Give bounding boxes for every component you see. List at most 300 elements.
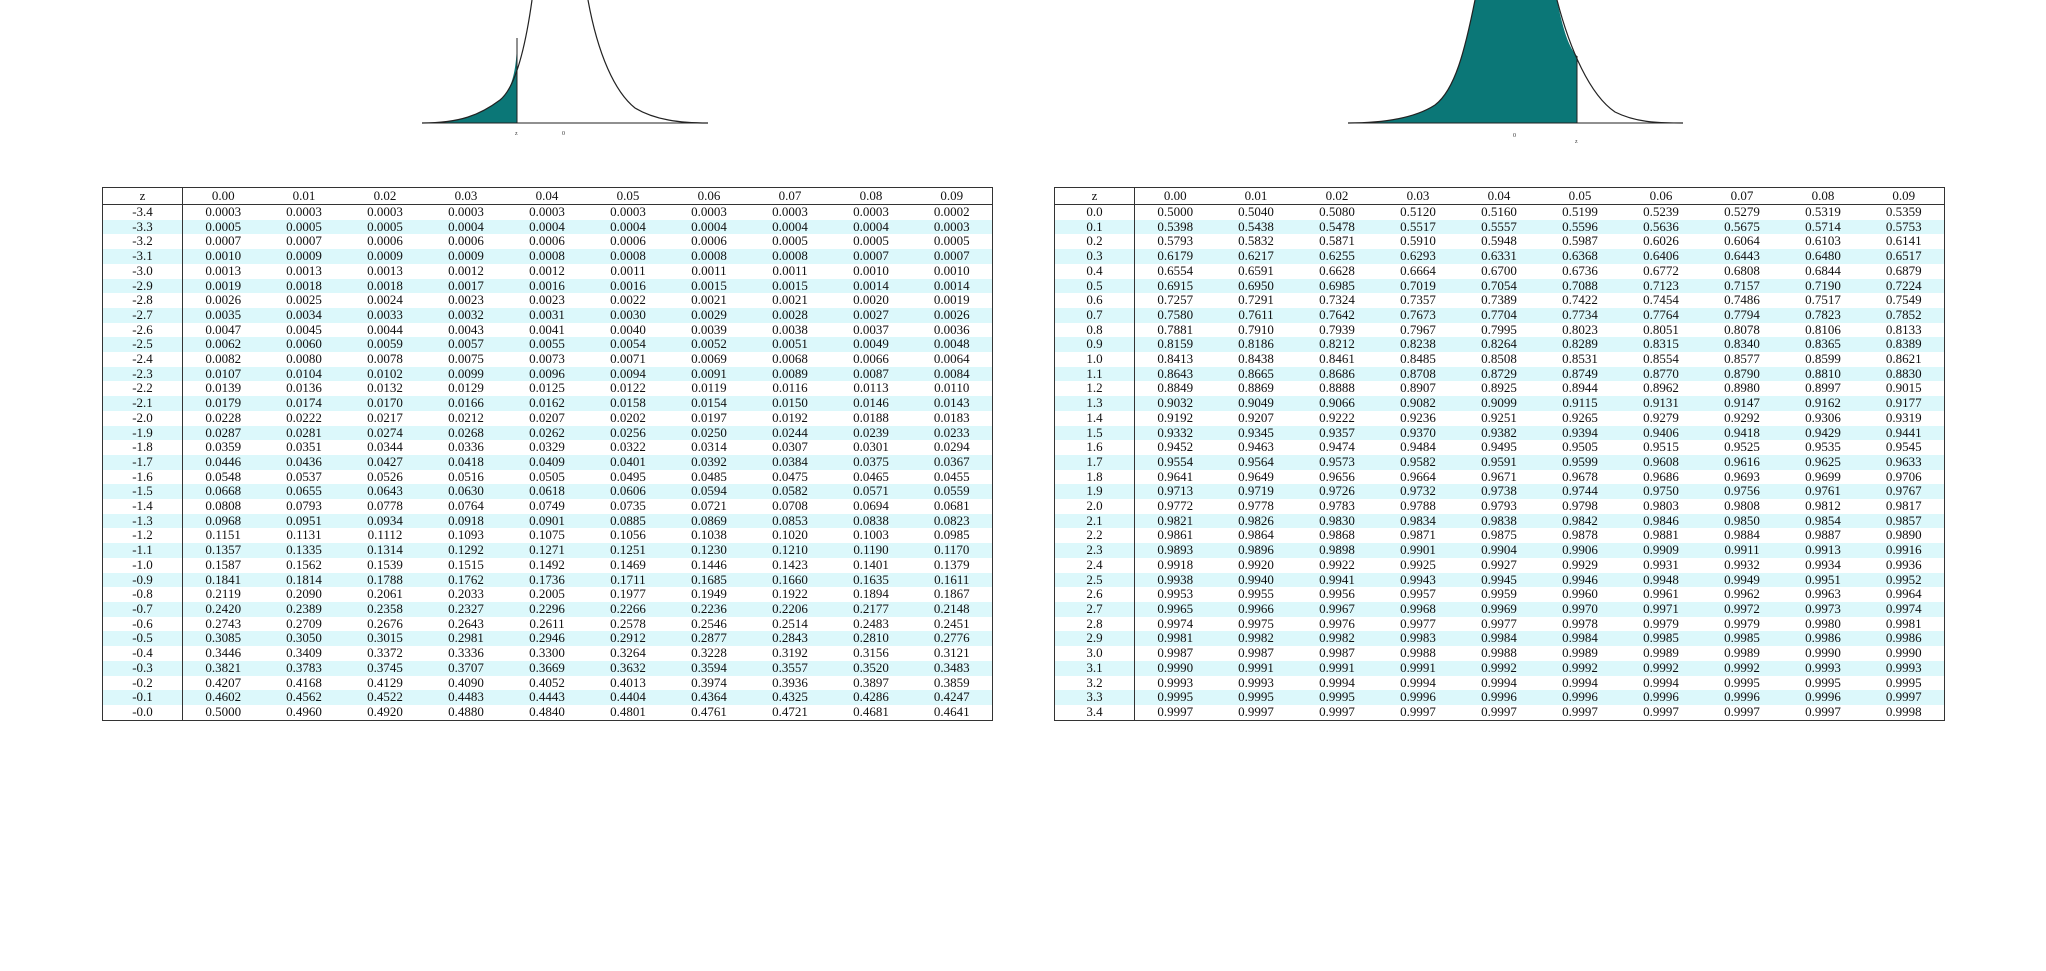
probability-cell: 0.0064 xyxy=(933,351,970,367)
probability-cell: 0.1867 xyxy=(933,586,970,602)
z-value-cell: -2.7 xyxy=(103,308,183,323)
probability-cell: 0.0154 xyxy=(669,396,750,411)
probability-cell: 0.9995 xyxy=(1885,674,1922,690)
probability-cell: 0.0048 xyxy=(912,337,993,352)
probability-cell: 0.2206 xyxy=(750,602,831,617)
probability-cell: 0.9015 xyxy=(1885,380,1922,396)
probability-cell: 0.0606 xyxy=(588,484,669,499)
probability-cell: 0.9989 xyxy=(1724,645,1760,661)
probability-cell: 0.0015 xyxy=(669,279,750,294)
probability-cell: 0.0918 xyxy=(426,514,507,529)
probability-cell: 0.9474 xyxy=(1319,439,1355,455)
probability-cell: 0.0004 xyxy=(750,220,831,235)
probability-cell: 0.0136 xyxy=(286,380,322,396)
probability-cell: 0.9808 xyxy=(1724,498,1760,514)
probability-cell: 0.7422 xyxy=(1562,292,1598,308)
probability-cell: 0.8186 xyxy=(1216,337,1297,352)
probability-cell: 0.9996 xyxy=(1783,690,1864,705)
probability-cell: 0.9945 xyxy=(1459,573,1540,588)
probability-cell: 0.9960 xyxy=(1562,586,1598,602)
probability-cell: 0.0174 xyxy=(264,396,345,411)
probability-cell: 0.0014 xyxy=(831,279,912,294)
z-value-cell: -3.4 xyxy=(103,205,183,220)
z-value-cell: 2.0 xyxy=(1055,499,1135,514)
probability-cell: 0.0344 xyxy=(367,439,403,455)
probability-cell: 0.9664 xyxy=(1400,468,1436,484)
negative-z-table xyxy=(102,187,993,721)
probability-cell: 0.6844 xyxy=(1805,262,1841,278)
left-curve-zero-tick: 0 xyxy=(562,131,565,137)
probability-cell: 0.0016 xyxy=(588,279,669,294)
table-row xyxy=(103,690,993,705)
probability-cell: 0.1056 xyxy=(610,527,646,543)
probability-cell: 0.2420 xyxy=(183,602,264,617)
probability-cell: 0.4602 xyxy=(183,690,264,705)
probability-cell: 0.9772 xyxy=(1157,498,1194,514)
probability-cell: 0.9251 xyxy=(1481,409,1517,425)
probability-cell: 0.2090 xyxy=(286,586,322,602)
probability-cell: 0.7123 xyxy=(1621,279,1702,294)
probability-cell: 0.9990 xyxy=(1135,661,1216,676)
probability-cell: 0.6985 xyxy=(1297,279,1378,294)
probability-cell: 0.9995 xyxy=(1805,674,1841,690)
probability-cell: 0.1949 xyxy=(691,586,727,602)
probability-cell: 0.3897 xyxy=(853,674,889,690)
probability-cell: 0.0059 xyxy=(345,337,426,352)
probability-cell: 0.0681 xyxy=(933,498,970,514)
probability-cell: 0.9744 xyxy=(1540,484,1621,499)
probability-cell: 0.9989 xyxy=(1562,645,1598,661)
probability-cell: 0.2266 xyxy=(588,602,669,617)
probability-cell: 0.6293 xyxy=(1378,249,1459,264)
probability-cell: 0.9943 xyxy=(1378,573,1459,588)
probability-cell: 0.9977 xyxy=(1481,615,1517,631)
probability-cell: 0.9994 xyxy=(1481,674,1517,690)
probability-cell: 0.9890 xyxy=(1885,527,1922,543)
probability-cell: 0.9995 xyxy=(1135,690,1216,705)
probability-cell: 0.9441 xyxy=(1864,426,1945,441)
probability-cell: 0.0934 xyxy=(345,514,426,529)
probability-cell: 0.0475 xyxy=(772,468,808,484)
probability-cell: 0.9998 xyxy=(1885,703,1922,719)
probability-cell: 0.9989 xyxy=(1643,645,1679,661)
probability-cell: 0.7157 xyxy=(1702,279,1783,294)
probability-cell: 0.0119 xyxy=(691,380,727,396)
probability-cell: 0.6700 xyxy=(1481,262,1517,278)
probability-cell: 0.9332 xyxy=(1135,426,1216,441)
probability-cell: 0.9525 xyxy=(1724,439,1760,455)
probability-cell: 0.0080 xyxy=(286,351,322,367)
probability-cell: 0.9996 xyxy=(1378,690,1459,705)
probability-cell: 0.9515 xyxy=(1643,439,1679,455)
z-value-cell: -3.1 xyxy=(103,249,183,264)
probability-cell: 0.3632 xyxy=(588,661,669,676)
table-row xyxy=(1055,455,1945,470)
probability-cell: 0.0013 xyxy=(286,262,322,278)
probability-cell: 0.0869 xyxy=(669,514,750,529)
probability-cell: 0.8849 xyxy=(1157,380,1194,396)
probability-cell: 0.6664 xyxy=(1400,262,1436,278)
probability-cell: 0.9982 xyxy=(1297,631,1378,646)
probability-cell: 0.0026 xyxy=(205,292,242,308)
probability-cell: 0.6591 xyxy=(1238,262,1274,278)
probability-cell: 0.3707 xyxy=(426,661,507,676)
probability-cell: 0.0107 xyxy=(183,367,264,382)
probability-cell: 0.0021 xyxy=(772,292,808,308)
probability-cell: 0.5636 xyxy=(1621,220,1702,235)
column-header: 0.00 xyxy=(1135,188,1216,205)
probability-cell: 0.9909 xyxy=(1621,543,1702,558)
probability-cell: 0.5080 xyxy=(1319,204,1355,219)
probability-cell: 0.9370 xyxy=(1378,426,1459,441)
probability-cell: 0.9319 xyxy=(1885,409,1922,425)
probability-cell: 0.0005 xyxy=(853,233,889,249)
probability-cell: 0.0250 xyxy=(669,426,750,441)
column-header: 0.07 xyxy=(1702,188,1783,205)
probability-cell: 0.9861 xyxy=(1157,527,1194,543)
probability-cell: 0.0582 xyxy=(750,484,831,499)
probability-cell: 0.3669 xyxy=(507,661,588,676)
table-row xyxy=(1055,205,1945,220)
left-curve-z-tick: z xyxy=(515,131,518,137)
probability-cell: 0.9929 xyxy=(1562,556,1598,572)
probability-cell: 0.6255 xyxy=(1297,249,1378,264)
table-row xyxy=(1055,543,1945,558)
probability-cell: 0.4247 xyxy=(912,690,993,705)
probability-cell: 0.9706 xyxy=(1885,468,1922,484)
z-value-cell: -2.8 xyxy=(103,293,183,308)
probability-cell: 0.0436 xyxy=(264,455,345,470)
probability-cell: 0.5000 xyxy=(1157,204,1194,219)
probability-cell: 0.9994 xyxy=(1400,674,1436,690)
table-row xyxy=(103,484,993,499)
table-row xyxy=(103,234,993,249)
probability-cell: 0.9972 xyxy=(1702,602,1783,617)
probability-cell: 0.9192 xyxy=(1157,409,1194,425)
probability-cell: 0.0294 xyxy=(933,439,970,455)
probability-cell: 0.0019 xyxy=(183,279,264,294)
probability-cell: 0.8264 xyxy=(1459,337,1540,352)
probability-cell: 0.9994 xyxy=(1643,674,1679,690)
probability-cell: 0.9986 xyxy=(1864,631,1945,646)
probability-cell: 0.4052 xyxy=(529,674,565,690)
probability-cell: 0.1423 xyxy=(772,556,808,572)
probability-cell: 0.0003 xyxy=(529,204,565,219)
table-row xyxy=(1055,396,1945,411)
table-row xyxy=(1055,676,1945,691)
probability-cell: 0.8531 xyxy=(1562,351,1598,367)
probability-cell: 0.6480 xyxy=(1783,249,1864,264)
probability-cell: 0.8962 xyxy=(1643,380,1679,396)
probability-cell: 0.1685 xyxy=(669,573,750,588)
probability-cell: 0.0150 xyxy=(750,396,831,411)
probability-cell: 0.0007 xyxy=(286,233,322,249)
probability-cell: 0.0023 xyxy=(448,292,484,308)
probability-cell: 0.0031 xyxy=(507,308,588,323)
z-value-cell: -0.1 xyxy=(103,690,183,705)
probability-cell: 0.0016 xyxy=(507,279,588,294)
probability-cell: 0.0010 xyxy=(933,262,970,278)
probability-cell: 0.1562 xyxy=(286,556,322,572)
column-header: 0.03 xyxy=(1378,188,1459,205)
probability-cell: 0.8485 xyxy=(1400,351,1436,367)
probability-cell: 0.9871 xyxy=(1400,527,1436,543)
probability-cell: 0.9913 xyxy=(1783,543,1864,558)
table-row xyxy=(103,293,993,308)
probability-cell: 0.8997 xyxy=(1805,380,1841,396)
probability-cell: 0.0006 xyxy=(610,233,646,249)
table-row xyxy=(103,646,993,661)
probability-cell: 0.9940 xyxy=(1216,573,1297,588)
probability-cell: 0.1251 xyxy=(588,543,669,558)
probability-cell: 0.6406 xyxy=(1621,249,1702,264)
probability-cell: 0.0307 xyxy=(772,439,808,455)
probability-cell: 0.9988 xyxy=(1481,645,1517,661)
z-value-cell: -1.5 xyxy=(103,484,183,499)
probability-cell: 0.7852 xyxy=(1864,308,1945,323)
probability-cell: 0.0495 xyxy=(610,468,646,484)
probability-cell: 0.1210 xyxy=(750,543,831,558)
probability-cell: 0.1611 xyxy=(912,573,993,588)
probability-cell: 0.5239 xyxy=(1643,204,1679,219)
probability-cell: 0.3336 xyxy=(448,645,484,661)
probability-cell: 0.6179 xyxy=(1135,249,1216,264)
probability-cell: 0.3121 xyxy=(933,645,970,661)
probability-cell: 0.9115 xyxy=(1540,396,1621,411)
z-value-cell: 1.6 xyxy=(1055,440,1135,455)
probability-cell: 0.6368 xyxy=(1540,249,1621,264)
probability-cell: 0.2611 xyxy=(529,615,565,631)
probability-cell: 0.9991 xyxy=(1297,661,1378,676)
probability-cell: 0.2119 xyxy=(205,586,241,602)
table-row xyxy=(1055,249,1945,264)
z-value-cell: 0.8 xyxy=(1055,323,1135,338)
probability-cell: 0.9936 xyxy=(1885,556,1922,572)
probability-cell: 0.1314 xyxy=(345,543,426,558)
probability-cell: 0.2236 xyxy=(669,602,750,617)
probability-cell: 0.0853 xyxy=(750,514,831,529)
table-row xyxy=(1055,587,1945,602)
probability-cell: 0.0017 xyxy=(426,279,507,294)
probability-cell: 0.0212 xyxy=(448,409,484,425)
probability-cell: 0.9429 xyxy=(1783,426,1864,441)
probability-cell: 0.2578 xyxy=(610,615,646,631)
probability-cell: 0.9973 xyxy=(1783,602,1864,617)
probability-cell: 0.9826 xyxy=(1216,514,1297,529)
probability-cell: 0.0465 xyxy=(853,468,889,484)
probability-cell: 0.0262 xyxy=(507,426,588,441)
probability-cell: 0.8869 xyxy=(1238,380,1274,396)
probability-cell: 0.0003 xyxy=(610,204,646,219)
probability-cell: 0.0823 xyxy=(912,514,993,529)
probability-cell: 0.2514 xyxy=(772,615,808,631)
z-value-cell: 2.8 xyxy=(1055,617,1135,632)
probability-cell: 0.8340 xyxy=(1702,337,1783,352)
probability-cell: 0.9965 xyxy=(1135,602,1216,617)
probability-cell: 0.9838 xyxy=(1459,514,1540,529)
probability-cell: 0.2033 xyxy=(448,586,484,602)
column-header: 0.04 xyxy=(1459,188,1540,205)
probability-cell: 0.0003 xyxy=(205,204,242,219)
probability-cell: 0.8212 xyxy=(1297,337,1378,352)
probability-cell: 0.7673 xyxy=(1378,308,1459,323)
z-value-cell: -1.7 xyxy=(103,455,183,470)
probability-cell: 0.4325 xyxy=(750,690,831,705)
probability-cell: 0.8810 xyxy=(1783,367,1864,382)
probability-cell: 0.4483 xyxy=(426,690,507,705)
probability-cell: 0.7910 xyxy=(1238,321,1274,337)
probability-cell: 0.0392 xyxy=(669,455,750,470)
z-value-cell: 0.9 xyxy=(1055,337,1135,352)
probability-cell: 0.3085 xyxy=(183,631,264,646)
probability-cell: 0.8461 xyxy=(1319,351,1355,367)
table-row xyxy=(1055,661,1945,676)
probability-cell: 0.9997 xyxy=(1157,703,1194,719)
probability-cell: 0.9830 xyxy=(1297,514,1378,529)
probability-cell: 0.9992 xyxy=(1540,661,1621,676)
table-row xyxy=(1055,484,1945,499)
probability-cell: 0.9279 xyxy=(1643,409,1679,425)
z-value-cell: 1.0 xyxy=(1055,352,1135,367)
table-row xyxy=(1055,381,1945,396)
table-row xyxy=(1055,705,1945,720)
probability-cell: 0.9049 xyxy=(1216,396,1297,411)
probability-cell: 0.9868 xyxy=(1319,527,1355,543)
probability-cell: 0.1003 xyxy=(853,527,889,543)
probability-cell: 0.0207 xyxy=(529,409,565,425)
probability-cell: 0.8577 xyxy=(1724,351,1760,367)
probability-cell: 0.9857 xyxy=(1864,514,1945,529)
probability-cell: 0.9817 xyxy=(1885,498,1922,514)
table-row xyxy=(103,440,993,455)
probability-cell: 0.7794 xyxy=(1702,308,1783,323)
z-value-cell: -0.0 xyxy=(103,705,183,720)
table-row xyxy=(1055,220,1945,235)
probability-cell: 0.0239 xyxy=(831,426,912,441)
probability-cell: 0.0011 xyxy=(610,262,646,278)
probability-cell: 0.0021 xyxy=(691,292,727,308)
probability-cell: 0.9995 xyxy=(1724,674,1760,690)
probability-cell: 0.7549 xyxy=(1885,292,1922,308)
probability-cell: 0.0012 xyxy=(448,262,484,278)
probability-cell: 0.1335 xyxy=(264,543,345,558)
probability-cell: 0.9975 xyxy=(1238,615,1274,631)
table-row xyxy=(1055,646,1945,661)
table-row xyxy=(103,426,993,441)
probability-cell: 0.9726 xyxy=(1297,484,1378,499)
probability-cell: 0.3156 xyxy=(853,645,889,661)
probability-cell: 0.9803 xyxy=(1643,498,1679,514)
probability-cell: 0.3974 xyxy=(691,674,727,690)
probability-cell: 0.0951 xyxy=(264,514,345,529)
probability-cell: 0.9505 xyxy=(1562,439,1598,455)
probability-cell: 0.9992 xyxy=(1702,661,1783,676)
probability-cell: 0.3192 xyxy=(772,645,808,661)
z-value-cell: -1.0 xyxy=(103,558,183,573)
probability-cell: 0.0329 xyxy=(529,439,565,455)
probability-cell: 0.0643 xyxy=(345,484,426,499)
probability-cell: 0.7823 xyxy=(1783,308,1864,323)
probability-cell: 0.9980 xyxy=(1805,615,1841,631)
z-column-header: z xyxy=(1055,188,1135,205)
z-value-cell: -3.2 xyxy=(103,234,183,249)
probability-cell: 0.9987 xyxy=(1319,645,1355,661)
probability-cell: 0.0003 xyxy=(286,204,322,219)
right-curve-z-tick: z xyxy=(1575,139,1578,145)
probability-cell: 0.8023 xyxy=(1562,321,1598,337)
probability-cell: 0.4168 xyxy=(286,674,322,690)
probability-cell: 0.0040 xyxy=(610,321,646,337)
probability-cell: 0.0008 xyxy=(669,249,750,264)
probability-cell: 0.0018 xyxy=(345,279,426,294)
probability-cell: 0.9463 xyxy=(1238,439,1274,455)
probability-cell: 0.9957 xyxy=(1400,586,1436,602)
probability-cell: 0.0049 xyxy=(831,337,912,352)
table-row xyxy=(103,617,993,632)
probability-cell: 0.3520 xyxy=(831,661,912,676)
table-row xyxy=(1055,602,1945,617)
probability-cell: 0.1446 xyxy=(691,556,727,572)
probability-cell: 0.0808 xyxy=(205,498,242,514)
probability-cell: 0.0166 xyxy=(426,396,507,411)
probability-cell: 0.9394 xyxy=(1540,426,1621,441)
probability-cell: 0.9418 xyxy=(1702,426,1783,441)
probability-cell: 0.9699 xyxy=(1805,468,1841,484)
table-row xyxy=(103,631,993,646)
probability-cell: 0.9997 xyxy=(1238,703,1274,719)
probability-cell: 0.7734 xyxy=(1540,308,1621,323)
probability-cell: 0.9955 xyxy=(1238,586,1274,602)
probability-cell: 0.9932 xyxy=(1724,556,1760,572)
z-value-cell: -2.5 xyxy=(103,337,183,352)
probability-cell: 0.0035 xyxy=(183,308,264,323)
probability-cell: 0.7454 xyxy=(1643,292,1679,308)
probability-cell: 0.9878 xyxy=(1562,527,1598,543)
left-curve-shaded-area xyxy=(422,38,517,123)
probability-cell: 0.9967 xyxy=(1297,602,1378,617)
table-row xyxy=(1055,308,1945,323)
probability-cell: 0.0020 xyxy=(853,292,889,308)
probability-cell: 0.8944 xyxy=(1562,380,1598,396)
probability-cell: 0.9953 xyxy=(1157,586,1194,602)
probability-cell: 0.0618 xyxy=(507,484,588,499)
table-row xyxy=(103,220,993,235)
probability-cell: 0.0885 xyxy=(588,514,669,529)
probability-cell: 0.2643 xyxy=(448,615,484,631)
table-row xyxy=(103,455,993,470)
probability-cell: 0.0033 xyxy=(345,308,426,323)
probability-cell: 0.9987 xyxy=(1238,645,1274,661)
probability-cell: 0.3228 xyxy=(691,645,727,661)
probability-cell: 0.1587 xyxy=(205,556,242,572)
probability-cell: 0.9976 xyxy=(1319,615,1355,631)
probability-cell: 0.8770 xyxy=(1621,367,1702,382)
probability-cell: 0.0455 xyxy=(933,468,970,484)
probability-cell: 0.5438 xyxy=(1216,220,1297,235)
probability-cell: 0.0091 xyxy=(669,367,750,382)
probability-cell: 0.9927 xyxy=(1481,556,1517,572)
probability-cell: 0.9990 xyxy=(1885,645,1922,661)
probability-cell: 0.2148 xyxy=(912,602,993,617)
probability-cell: 0.6217 xyxy=(1216,249,1297,264)
probability-cell: 0.9949 xyxy=(1702,573,1783,588)
probability-cell: 0.9996 xyxy=(1459,690,1540,705)
probability-cell: 0.0003 xyxy=(691,204,727,219)
probability-cell: 0.0013 xyxy=(205,262,242,278)
probability-cell: 0.9382 xyxy=(1459,426,1540,441)
probability-cell: 0.9066 xyxy=(1297,396,1378,411)
z-value-cell: 3.2 xyxy=(1055,676,1135,691)
